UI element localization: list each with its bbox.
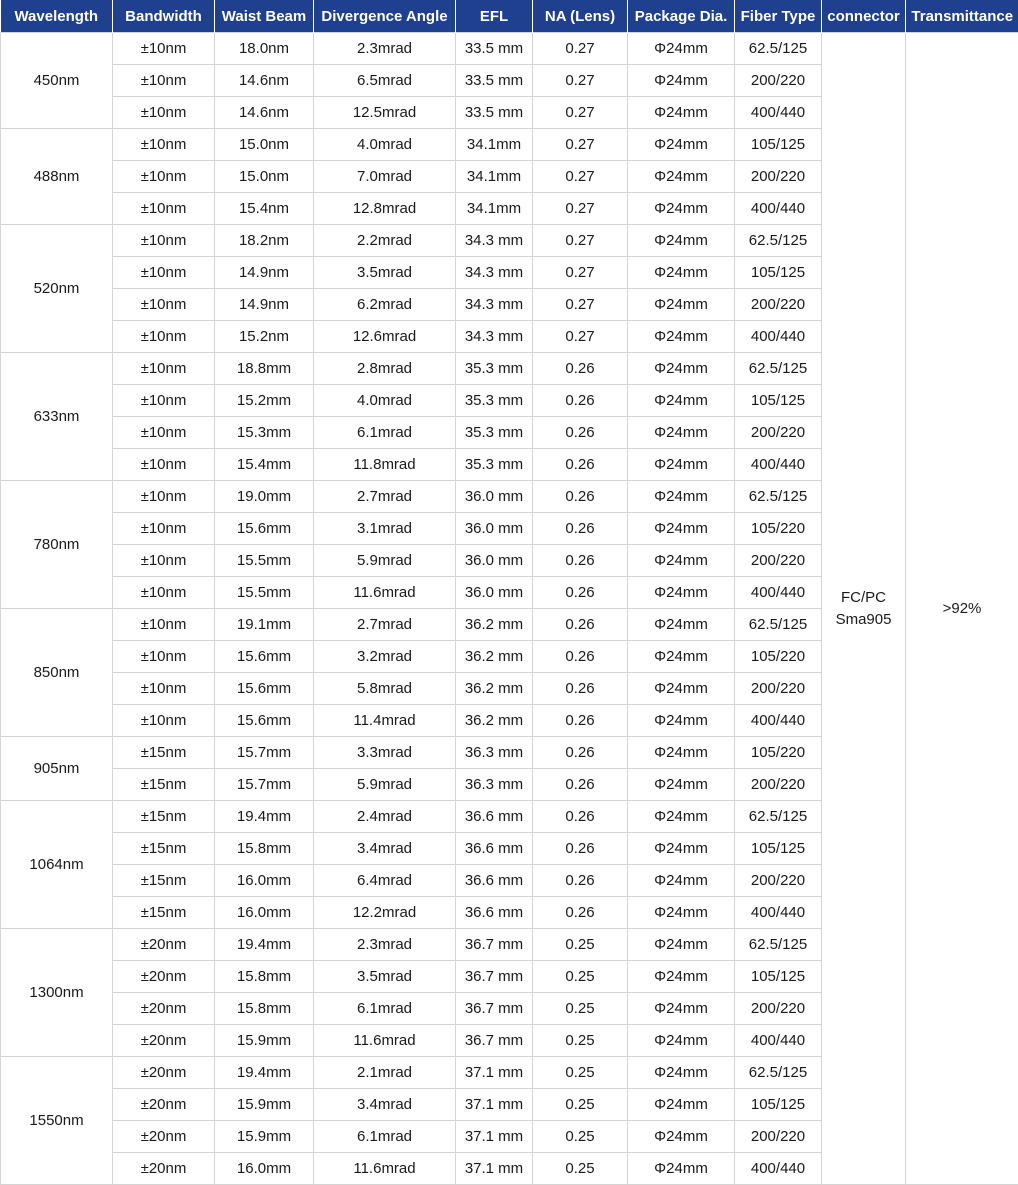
wavelength-cell: 850nm: [1, 609, 113, 737]
divergence-angle-cell: 6.5mrad: [314, 65, 456, 97]
bandwidth-cell: ±10nm: [113, 129, 215, 161]
fiber-type-cell: 105/125: [735, 833, 822, 865]
package-dia-cell: Φ24mm: [628, 897, 735, 929]
fiber-type-cell: 62.5/125: [735, 33, 822, 65]
na-lens-cell: 0.26: [533, 769, 628, 801]
package-dia-cell: Φ24mm: [628, 577, 735, 609]
fiber-type-cell: 400/440: [735, 577, 822, 609]
bandwidth-cell: ±20nm: [113, 993, 215, 1025]
efl-cell: 36.6 mm: [456, 865, 533, 897]
divergence-angle-cell: 12.8mrad: [314, 193, 456, 225]
divergence-angle-cell: 3.2mrad: [314, 641, 456, 673]
efl-cell: 33.5 mm: [456, 33, 533, 65]
na-lens-cell: 0.25: [533, 929, 628, 961]
waist-beam-cell: 15.9mm: [215, 1089, 314, 1121]
fiber-type-cell: 200/220: [735, 161, 822, 193]
bandwidth-cell: ±15nm: [113, 801, 215, 833]
header-transmittance: Transmittance: [906, 0, 1018, 33]
na-lens-cell: 0.27: [533, 97, 628, 129]
efl-cell: 37.1 mm: [456, 1057, 533, 1089]
efl-cell: 36.0 mm: [456, 545, 533, 577]
fiber-type-cell: 200/220: [735, 673, 822, 705]
bandwidth-cell: ±20nm: [113, 1089, 215, 1121]
fiber-type-cell: 200/220: [735, 865, 822, 897]
wavelength-cell: 780nm: [1, 481, 113, 609]
divergence-angle-cell: 2.7mrad: [314, 481, 456, 513]
efl-cell: 34.1mm: [456, 161, 533, 193]
efl-cell: 36.2 mm: [456, 673, 533, 705]
fiber-type-cell: 105/220: [735, 737, 822, 769]
fiber-type-cell: 400/440: [735, 1153, 822, 1185]
na-lens-cell: 0.27: [533, 289, 628, 321]
efl-cell: 35.3 mm: [456, 449, 533, 481]
efl-cell: 36.7 mm: [456, 929, 533, 961]
na-lens-cell: 0.27: [533, 193, 628, 225]
efl-cell: 33.5 mm: [456, 97, 533, 129]
na-lens-cell: 0.27: [533, 161, 628, 193]
waist-beam-cell: 15.9mm: [215, 1025, 314, 1057]
package-dia-cell: Φ24mm: [628, 705, 735, 737]
divergence-angle-cell: 11.6mrad: [314, 577, 456, 609]
waist-beam-cell: 14.6nm: [215, 97, 314, 129]
bandwidth-cell: ±10nm: [113, 641, 215, 673]
connector-cell: [822, 33, 906, 1185]
divergence-angle-cell: 12.6mrad: [314, 321, 456, 353]
wavelength-cell: 488nm: [1, 129, 113, 225]
bandwidth-cell: ±10nm: [113, 257, 215, 289]
package-dia-cell: Φ24mm: [628, 1057, 735, 1089]
na-lens-cell: 0.26: [533, 481, 628, 513]
waist-beam-cell: 15.6mm: [215, 705, 314, 737]
bandwidth-cell: ±10nm: [113, 225, 215, 257]
waist-beam-cell: 14.6nm: [215, 65, 314, 97]
fiber-type-cell: 105/220: [735, 641, 822, 673]
fiber-type-cell: 400/440: [735, 705, 822, 737]
na-lens-cell: 0.25: [533, 1025, 628, 1057]
package-dia-cell: Φ24mm: [628, 225, 735, 257]
fiber-type-cell: 200/220: [735, 417, 822, 449]
na-lens-cell: 0.27: [533, 65, 628, 97]
bandwidth-cell: ±20nm: [113, 1121, 215, 1153]
efl-cell: 36.7 mm: [456, 993, 533, 1025]
na-lens-cell: 0.27: [533, 321, 628, 353]
na-lens-cell: 0.26: [533, 577, 628, 609]
wavelength-cell: 1550nm: [1, 1057, 113, 1185]
waist-beam-cell: 14.9nm: [215, 289, 314, 321]
divergence-angle-cell: 11.6mrad: [314, 1153, 456, 1185]
divergence-angle-cell: 11.8mrad: [314, 449, 456, 481]
wavelength-cell: 1064nm: [1, 801, 113, 929]
divergence-angle-cell: 3.1mrad: [314, 513, 456, 545]
efl-cell: 36.2 mm: [456, 641, 533, 673]
bandwidth-cell: ±10nm: [113, 353, 215, 385]
waist-beam-cell: 15.2mm: [215, 385, 314, 417]
waist-beam-cell: 15.9mm: [215, 1121, 314, 1153]
divergence-angle-cell: 12.2mrad: [314, 897, 456, 929]
divergence-angle-cell: 5.8mrad: [314, 673, 456, 705]
divergence-angle-cell: 2.1mrad: [314, 1057, 456, 1089]
wavelength-cell: 520nm: [1, 225, 113, 353]
package-dia-cell: Φ24mm: [628, 129, 735, 161]
na-lens-cell: 0.25: [533, 1153, 628, 1185]
wavelength-cell: 633nm: [1, 353, 113, 481]
waist-beam-cell: 16.0mm: [215, 1153, 314, 1185]
package-dia-cell: Φ24mm: [628, 641, 735, 673]
package-dia-cell: Φ24mm: [628, 1153, 735, 1185]
divergence-angle-cell: 5.9mrad: [314, 545, 456, 577]
divergence-angle-cell: 5.9mrad: [314, 769, 456, 801]
efl-cell: 36.2 mm: [456, 609, 533, 641]
divergence-angle-cell: 2.2mrad: [314, 225, 456, 257]
package-dia-cell: Φ24mm: [628, 833, 735, 865]
efl-cell: 34.1mm: [456, 129, 533, 161]
fiber-type-cell: 62.5/125: [735, 353, 822, 385]
waist-beam-cell: 19.4mm: [215, 929, 314, 961]
table-header: [1, 0, 1018, 33]
waist-beam-cell: 18.2nm: [215, 225, 314, 257]
bandwidth-cell: ±10nm: [113, 609, 215, 641]
header-divergence-angle: Divergence Angle: [314, 0, 456, 33]
header-package-dia: Package Dia.: [628, 0, 735, 33]
package-dia-cell: Φ24mm: [628, 1089, 735, 1121]
waist-beam-cell: 15.8mm: [215, 993, 314, 1025]
na-lens-cell: 0.26: [533, 833, 628, 865]
bandwidth-cell: ±10nm: [113, 289, 215, 321]
package-dia-cell: Φ24mm: [628, 353, 735, 385]
bandwidth-cell: ±10nm: [113, 417, 215, 449]
bandwidth-cell: ±20nm: [113, 1057, 215, 1089]
divergence-angle-cell: 3.4mrad: [314, 833, 456, 865]
waist-beam-cell: 15.7mm: [215, 769, 314, 801]
bandwidth-cell: ±10nm: [113, 577, 215, 609]
fiber-type-cell: 62.5/125: [735, 1057, 822, 1089]
fiber-type-cell: 105/125: [735, 961, 822, 993]
fiber-type-cell: 400/440: [735, 449, 822, 481]
header-wavelength: Wavelength: [1, 0, 113, 33]
bandwidth-cell: ±20nm: [113, 1025, 215, 1057]
waist-beam-cell: 15.5mm: [215, 545, 314, 577]
na-lens-cell: 0.26: [533, 609, 628, 641]
bandwidth-cell: ±15nm: [113, 769, 215, 801]
package-dia-cell: Φ24mm: [628, 161, 735, 193]
waist-beam-cell: 15.3mm: [215, 417, 314, 449]
fiber-type-cell: 105/125: [735, 385, 822, 417]
na-lens-cell: 0.26: [533, 545, 628, 577]
na-lens-cell: 0.26: [533, 417, 628, 449]
divergence-angle-cell: 2.7mrad: [314, 609, 456, 641]
efl-cell: 35.3 mm: [456, 417, 533, 449]
na-lens-cell: 0.25: [533, 1089, 628, 1121]
na-lens-cell: 0.26: [533, 641, 628, 673]
efl-cell: 36.6 mm: [456, 897, 533, 929]
divergence-angle-cell: 6.1mrad: [314, 417, 456, 449]
connector-line: FC/PC: [841, 588, 886, 606]
wavelength-cell: 450nm: [1, 33, 113, 129]
divergence-angle-cell: 3.4mrad: [314, 1089, 456, 1121]
fiber-type-cell: 400/440: [735, 97, 822, 129]
na-lens-cell: 0.25: [533, 1057, 628, 1089]
bandwidth-cell: ±10nm: [113, 481, 215, 513]
fiber-type-cell: 200/220: [735, 769, 822, 801]
fiber-type-cell: 105/125: [735, 129, 822, 161]
na-lens-cell: 0.26: [533, 353, 628, 385]
na-lens-cell: 0.27: [533, 129, 628, 161]
bandwidth-cell: ±10nm: [113, 513, 215, 545]
na-lens-cell: 0.25: [533, 961, 628, 993]
fiber-type-cell: 400/440: [735, 193, 822, 225]
na-lens-cell: 0.26: [533, 673, 628, 705]
package-dia-cell: Φ24mm: [628, 481, 735, 513]
fiber-type-cell: 105/125: [735, 257, 822, 289]
package-dia-cell: Φ24mm: [628, 97, 735, 129]
fiber-type-cell: 62.5/125: [735, 481, 822, 513]
na-lens-cell: 0.26: [533, 449, 628, 481]
bandwidth-cell: ±10nm: [113, 321, 215, 353]
waist-beam-cell: 19.4mm: [215, 1057, 314, 1089]
header-bandwidth: Bandwidth: [113, 0, 215, 33]
efl-cell: 34.3 mm: [456, 321, 533, 353]
fiber-type-cell: 400/440: [735, 1025, 822, 1057]
waist-beam-cell: 19.4mm: [215, 801, 314, 833]
na-lens-cell: 0.27: [533, 225, 628, 257]
header-connector: connector: [822, 0, 906, 33]
bandwidth-cell: ±10nm: [113, 705, 215, 737]
wavelength-cell: 1300nm: [1, 929, 113, 1057]
bandwidth-cell: ±15nm: [113, 833, 215, 865]
fiber-type-cell: 200/220: [735, 289, 822, 321]
transmittance-cell: >92%: [906, 33, 1018, 1185]
bandwidth-cell: ±10nm: [113, 33, 215, 65]
fiber-type-cell: 200/220: [735, 1121, 822, 1153]
package-dia-cell: Φ24mm: [628, 545, 735, 577]
efl-cell: 36.3 mm: [456, 737, 533, 769]
waist-beam-cell: 15.0nm: [215, 129, 314, 161]
fiber-type-cell: 62.5/125: [735, 609, 822, 641]
efl-cell: 35.3 mm: [456, 385, 533, 417]
efl-cell: 34.1mm: [456, 193, 533, 225]
efl-cell: 34.3 mm: [456, 289, 533, 321]
efl-cell: 36.0 mm: [456, 577, 533, 609]
fiber-type-cell: 200/220: [735, 65, 822, 97]
package-dia-cell: Φ24mm: [628, 865, 735, 897]
package-dia-cell: Φ24mm: [628, 257, 735, 289]
fiber-type-cell: 200/220: [735, 545, 822, 577]
waist-beam-cell: 15.0nm: [215, 161, 314, 193]
bandwidth-cell: ±10nm: [113, 97, 215, 129]
bandwidth-cell: ±10nm: [113, 673, 215, 705]
efl-cell: 36.7 mm: [456, 1025, 533, 1057]
divergence-angle-cell: 3.3mrad: [314, 737, 456, 769]
bandwidth-cell: ±20nm: [113, 961, 215, 993]
package-dia-cell: Φ24mm: [628, 385, 735, 417]
package-dia-cell: Φ24mm: [628, 449, 735, 481]
waist-beam-cell: 18.0nm: [215, 33, 314, 65]
efl-cell: 34.3 mm: [456, 257, 533, 289]
na-lens-cell: 0.26: [533, 385, 628, 417]
divergence-angle-cell: 6.1mrad: [314, 993, 456, 1025]
header-fiber-type: Fiber Type: [735, 0, 822, 33]
bandwidth-cell: ±20nm: [113, 1153, 215, 1185]
divergence-angle-cell: 11.4mrad: [314, 705, 456, 737]
efl-cell: 36.7 mm: [456, 961, 533, 993]
divergence-angle-cell: 2.4mrad: [314, 801, 456, 833]
fiber-type-cell: 62.5/125: [735, 929, 822, 961]
waist-beam-cell: 15.6mm: [215, 641, 314, 673]
package-dia-cell: Φ24mm: [628, 993, 735, 1025]
bandwidth-cell: ±15nm: [113, 865, 215, 897]
divergence-angle-cell: 6.1mrad: [314, 1121, 456, 1153]
fiber-type-cell: 400/440: [735, 321, 822, 353]
efl-cell: 35.3 mm: [456, 353, 533, 385]
na-lens-cell: 0.26: [533, 865, 628, 897]
divergence-angle-cell: 7.0mrad: [314, 161, 456, 193]
connector-line: Sma905: [835, 610, 892, 628]
header-na-lens: NA (Lens): [533, 0, 628, 33]
efl-cell: 36.0 mm: [456, 481, 533, 513]
package-dia-cell: Φ24mm: [628, 193, 735, 225]
na-lens-cell: 0.26: [533, 513, 628, 545]
header-efl: EFL: [456, 0, 533, 33]
package-dia-cell: Φ24mm: [628, 801, 735, 833]
bandwidth-cell: ±10nm: [113, 545, 215, 577]
package-dia-cell: Φ24mm: [628, 513, 735, 545]
bandwidth-cell: ±10nm: [113, 193, 215, 225]
na-lens-cell: 0.26: [533, 897, 628, 929]
divergence-angle-cell: 2.3mrad: [314, 33, 456, 65]
header-waist-beam: Waist Beam: [215, 0, 314, 33]
divergence-angle-cell: 6.4mrad: [314, 865, 456, 897]
bandwidth-cell: ±10nm: [113, 449, 215, 481]
na-lens-cell: 0.26: [533, 801, 628, 833]
fiber-type-cell: 400/440: [735, 897, 822, 929]
efl-cell: 34.3 mm: [456, 225, 533, 257]
wavelength-cell: 905nm: [1, 737, 113, 801]
efl-cell: 36.6 mm: [456, 833, 533, 865]
efl-cell: 33.5 mm: [456, 65, 533, 97]
divergence-angle-cell: 4.0mrad: [314, 385, 456, 417]
package-dia-cell: Φ24mm: [628, 417, 735, 449]
package-dia-cell: Φ24mm: [628, 929, 735, 961]
efl-cell: 36.3 mm: [456, 769, 533, 801]
package-dia-cell: Φ24mm: [628, 1025, 735, 1057]
bandwidth-cell: ±20nm: [113, 929, 215, 961]
bandwidth-cell: ±10nm: [113, 65, 215, 97]
package-dia-cell: Φ24mm: [628, 321, 735, 353]
na-lens-cell: 0.26: [533, 737, 628, 769]
waist-beam-cell: 18.8mm: [215, 353, 314, 385]
package-dia-cell: Φ24mm: [628, 289, 735, 321]
waist-beam-cell: 15.2nm: [215, 321, 314, 353]
divergence-angle-cell: 3.5mrad: [314, 961, 456, 993]
efl-cell: 37.1 mm: [456, 1121, 533, 1153]
waist-beam-cell: 15.6mm: [215, 513, 314, 545]
fiber-type-cell: 105/220: [735, 513, 822, 545]
package-dia-cell: Φ24mm: [628, 609, 735, 641]
divergence-angle-cell: 3.5mrad: [314, 257, 456, 289]
fiber-type-cell: 105/125: [735, 1089, 822, 1121]
fiber-type-cell: 62.5/125: [735, 225, 822, 257]
bandwidth-cell: ±10nm: [113, 161, 215, 193]
efl-cell: 36.6 mm: [456, 801, 533, 833]
efl-cell: 36.2 mm: [456, 705, 533, 737]
waist-beam-cell: 16.0mm: [215, 897, 314, 929]
waist-beam-cell: 15.8mm: [215, 833, 314, 865]
package-dia-cell: Φ24mm: [628, 673, 735, 705]
divergence-angle-cell: 2.3mrad: [314, 929, 456, 961]
fiber-type-cell: 200/220: [735, 993, 822, 1025]
bandwidth-cell: ±15nm: [113, 897, 215, 929]
table-row: [1, 33, 1018, 65]
efl-cell: 36.0 mm: [456, 513, 533, 545]
divergence-angle-cell: 2.8mrad: [314, 353, 456, 385]
waist-beam-cell: 14.9nm: [215, 257, 314, 289]
bandwidth-cell: ±10nm: [113, 385, 215, 417]
divergence-angle-cell: 4.0mrad: [314, 129, 456, 161]
package-dia-cell: Φ24mm: [628, 1121, 735, 1153]
divergence-angle-cell: 11.6mrad: [314, 1025, 456, 1057]
waist-beam-cell: 16.0mm: [215, 865, 314, 897]
waist-beam-cell: 15.4nm: [215, 193, 314, 225]
na-lens-cell: 0.25: [533, 993, 628, 1025]
waist-beam-cell: 15.8mm: [215, 961, 314, 993]
efl-cell: 37.1 mm: [456, 1089, 533, 1121]
package-dia-cell: Φ24mm: [628, 961, 735, 993]
waist-beam-cell: 19.1mm: [215, 609, 314, 641]
package-dia-cell: Φ24mm: [628, 65, 735, 97]
waist-beam-cell: 15.4mm: [215, 449, 314, 481]
waist-beam-cell: 15.7mm: [215, 737, 314, 769]
package-dia-cell: Φ24mm: [628, 769, 735, 801]
na-lens-cell: 0.27: [533, 33, 628, 65]
divergence-angle-cell: 6.2mrad: [314, 289, 456, 321]
efl-cell: 37.1 mm: [456, 1153, 533, 1185]
package-dia-cell: Φ24mm: [628, 33, 735, 65]
table-body: [1, 33, 1018, 1185]
waist-beam-cell: 15.5mm: [215, 577, 314, 609]
bandwidth-cell: ±15nm: [113, 737, 215, 769]
na-lens-cell: 0.27: [533, 257, 628, 289]
waist-beam-cell: 19.0mm: [215, 481, 314, 513]
fiber-type-cell: 62.5/125: [735, 801, 822, 833]
package-dia-cell: Φ24mm: [628, 737, 735, 769]
na-lens-cell: 0.25: [533, 1121, 628, 1153]
divergence-angle-cell: 12.5mrad: [314, 97, 456, 129]
waist-beam-cell: 15.6mm: [215, 673, 314, 705]
header-row: [1, 0, 1018, 33]
na-lens-cell: 0.26: [533, 705, 628, 737]
